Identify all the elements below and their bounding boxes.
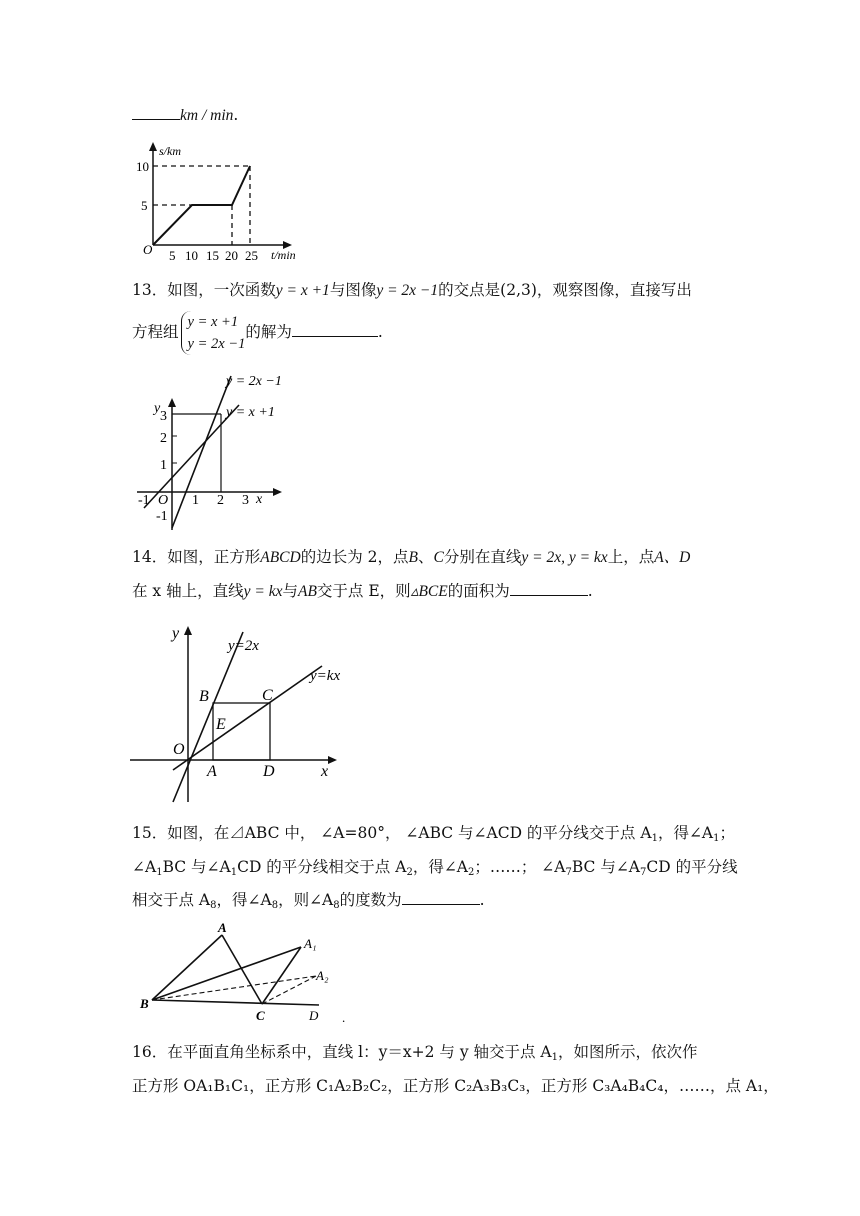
x-axis-label: x bbox=[256, 492, 263, 507]
figure-linear-functions bbox=[134, 368, 294, 533]
svg-text:.: . bbox=[342, 1010, 346, 1025]
point-A: A bbox=[218, 920, 227, 935]
y-axis-label: y bbox=[154, 401, 161, 416]
y-tick: 2 bbox=[160, 431, 167, 446]
line-CA1 bbox=[262, 947, 301, 1004]
line-label: y = x +1 bbox=[226, 405, 275, 420]
y-tick: 1 bbox=[160, 458, 167, 473]
q14-line1: 14．如图，正方形ABCD的边长为 2，点B、C分别在直线y = 2x, y = kx上，点A、D bbox=[132, 548, 691, 566]
q16-line1: 16．在平面直角坐标系中，直线 l：y＝x+2 与 y 轴交于点 $A_1$，如图所示，依次作 bbox=[132, 1043, 698, 1063]
q14-line2: 在 x 轴上，直线y = kx与AB交于点 E，则▵BCE的面积为 . bbox=[132, 582, 593, 600]
figure-distance-time-graph bbox=[128, 138, 308, 263]
q15-line1: 15．如图，在⊿ABC 中， ∠A=80°， ∠ABC 与∠ACD 的平分线交于点 $A_1$，得$\angle A_1$； bbox=[132, 824, 736, 844]
y-tick: 10 bbox=[136, 159, 149, 174]
x-tick: 20 bbox=[225, 248, 238, 263]
q16-line2: 正方形 OA₁B₁C₁，正方形 C₁A₂B₂C₂，正方形 C₂A₃B₃C₃，正方形 C₃A₄B₄C₄，……，点 A₁， bbox=[132, 1077, 779, 1095]
point-A2: A₂ bbox=[316, 968, 329, 983]
origin-label: O bbox=[158, 493, 169, 508]
q13-line1: 13．如图，一次函数y = x +1与图像y = 2x −1的交点是(2,3)，观察图像，直接写出 bbox=[132, 281, 692, 299]
side-AC bbox=[222, 935, 262, 1004]
x-tick: 3 bbox=[242, 493, 249, 508]
origin-label: O bbox=[143, 242, 153, 257]
x-tick: 15 bbox=[206, 248, 219, 263]
point-E: E bbox=[216, 716, 226, 733]
line-BD bbox=[152, 1000, 319, 1005]
origin-label: O bbox=[173, 741, 185, 758]
answer-blank bbox=[292, 322, 378, 337]
figure-angle-bisectors bbox=[136, 920, 356, 1025]
point-B: B bbox=[199, 688, 209, 705]
point-A1: A₁ bbox=[304, 936, 317, 951]
x-axis-label: t/min bbox=[271, 248, 296, 262]
y-tick: 3 bbox=[160, 409, 167, 424]
x-tick: 2 bbox=[217, 493, 224, 508]
line-label: y=2x bbox=[228, 638, 259, 654]
line-BA1 bbox=[152, 947, 301, 1000]
y-tick: 5 bbox=[141, 198, 148, 213]
point-A: A bbox=[207, 763, 217, 780]
line-BA2 bbox=[152, 976, 316, 1000]
x-tick: -1 bbox=[138, 493, 150, 508]
x-tick: 5 bbox=[169, 248, 176, 263]
line-label: y = 2x −1 bbox=[226, 374, 282, 389]
x-tick: 10 bbox=[185, 248, 198, 263]
x-axis-label: x bbox=[321, 763, 329, 780]
answer-blank bbox=[510, 581, 588, 596]
point-B: B bbox=[140, 996, 149, 1011]
equation-system: y = x +1 y = 2x −1 bbox=[181, 311, 246, 355]
answer-blank bbox=[132, 105, 180, 120]
point-C: C bbox=[256, 1008, 265, 1023]
q13-line2: 方程组y = x +1 y = 2x −1的解为 . bbox=[132, 310, 383, 355]
q15-line3: 相交于点 $A_8$，得$\angle A_8$，则$\angle A_8$的度数为 . bbox=[132, 891, 485, 911]
y-axis-label: s/km bbox=[159, 144, 181, 158]
answer-blank bbox=[402, 890, 480, 905]
side-BA bbox=[152, 935, 222, 1000]
x-tick: 25 bbox=[245, 248, 258, 263]
q12-answer-line: km / min. bbox=[132, 104, 238, 127]
q15-line2: $\angle A_1BC$ 与$\angle A_1CD$ 的平分线相交于点 $A_2$，得$\angle A_2$；……； $\angle A_7BC$ 与$\angle A_7CD$ 的平分线 bbox=[132, 858, 738, 878]
line-y-kx bbox=[173, 666, 322, 770]
graph-line bbox=[153, 166, 250, 245]
point-D: D bbox=[309, 1008, 319, 1023]
point-C: C bbox=[262, 687, 273, 704]
y-axis-label: y bbox=[172, 625, 180, 642]
point-D: D bbox=[263, 763, 275, 780]
x-tick: 1 bbox=[192, 493, 199, 508]
figure-square-lines bbox=[128, 620, 358, 805]
y-tick: -1 bbox=[156, 509, 168, 524]
line-label: y=kx bbox=[310, 668, 341, 684]
